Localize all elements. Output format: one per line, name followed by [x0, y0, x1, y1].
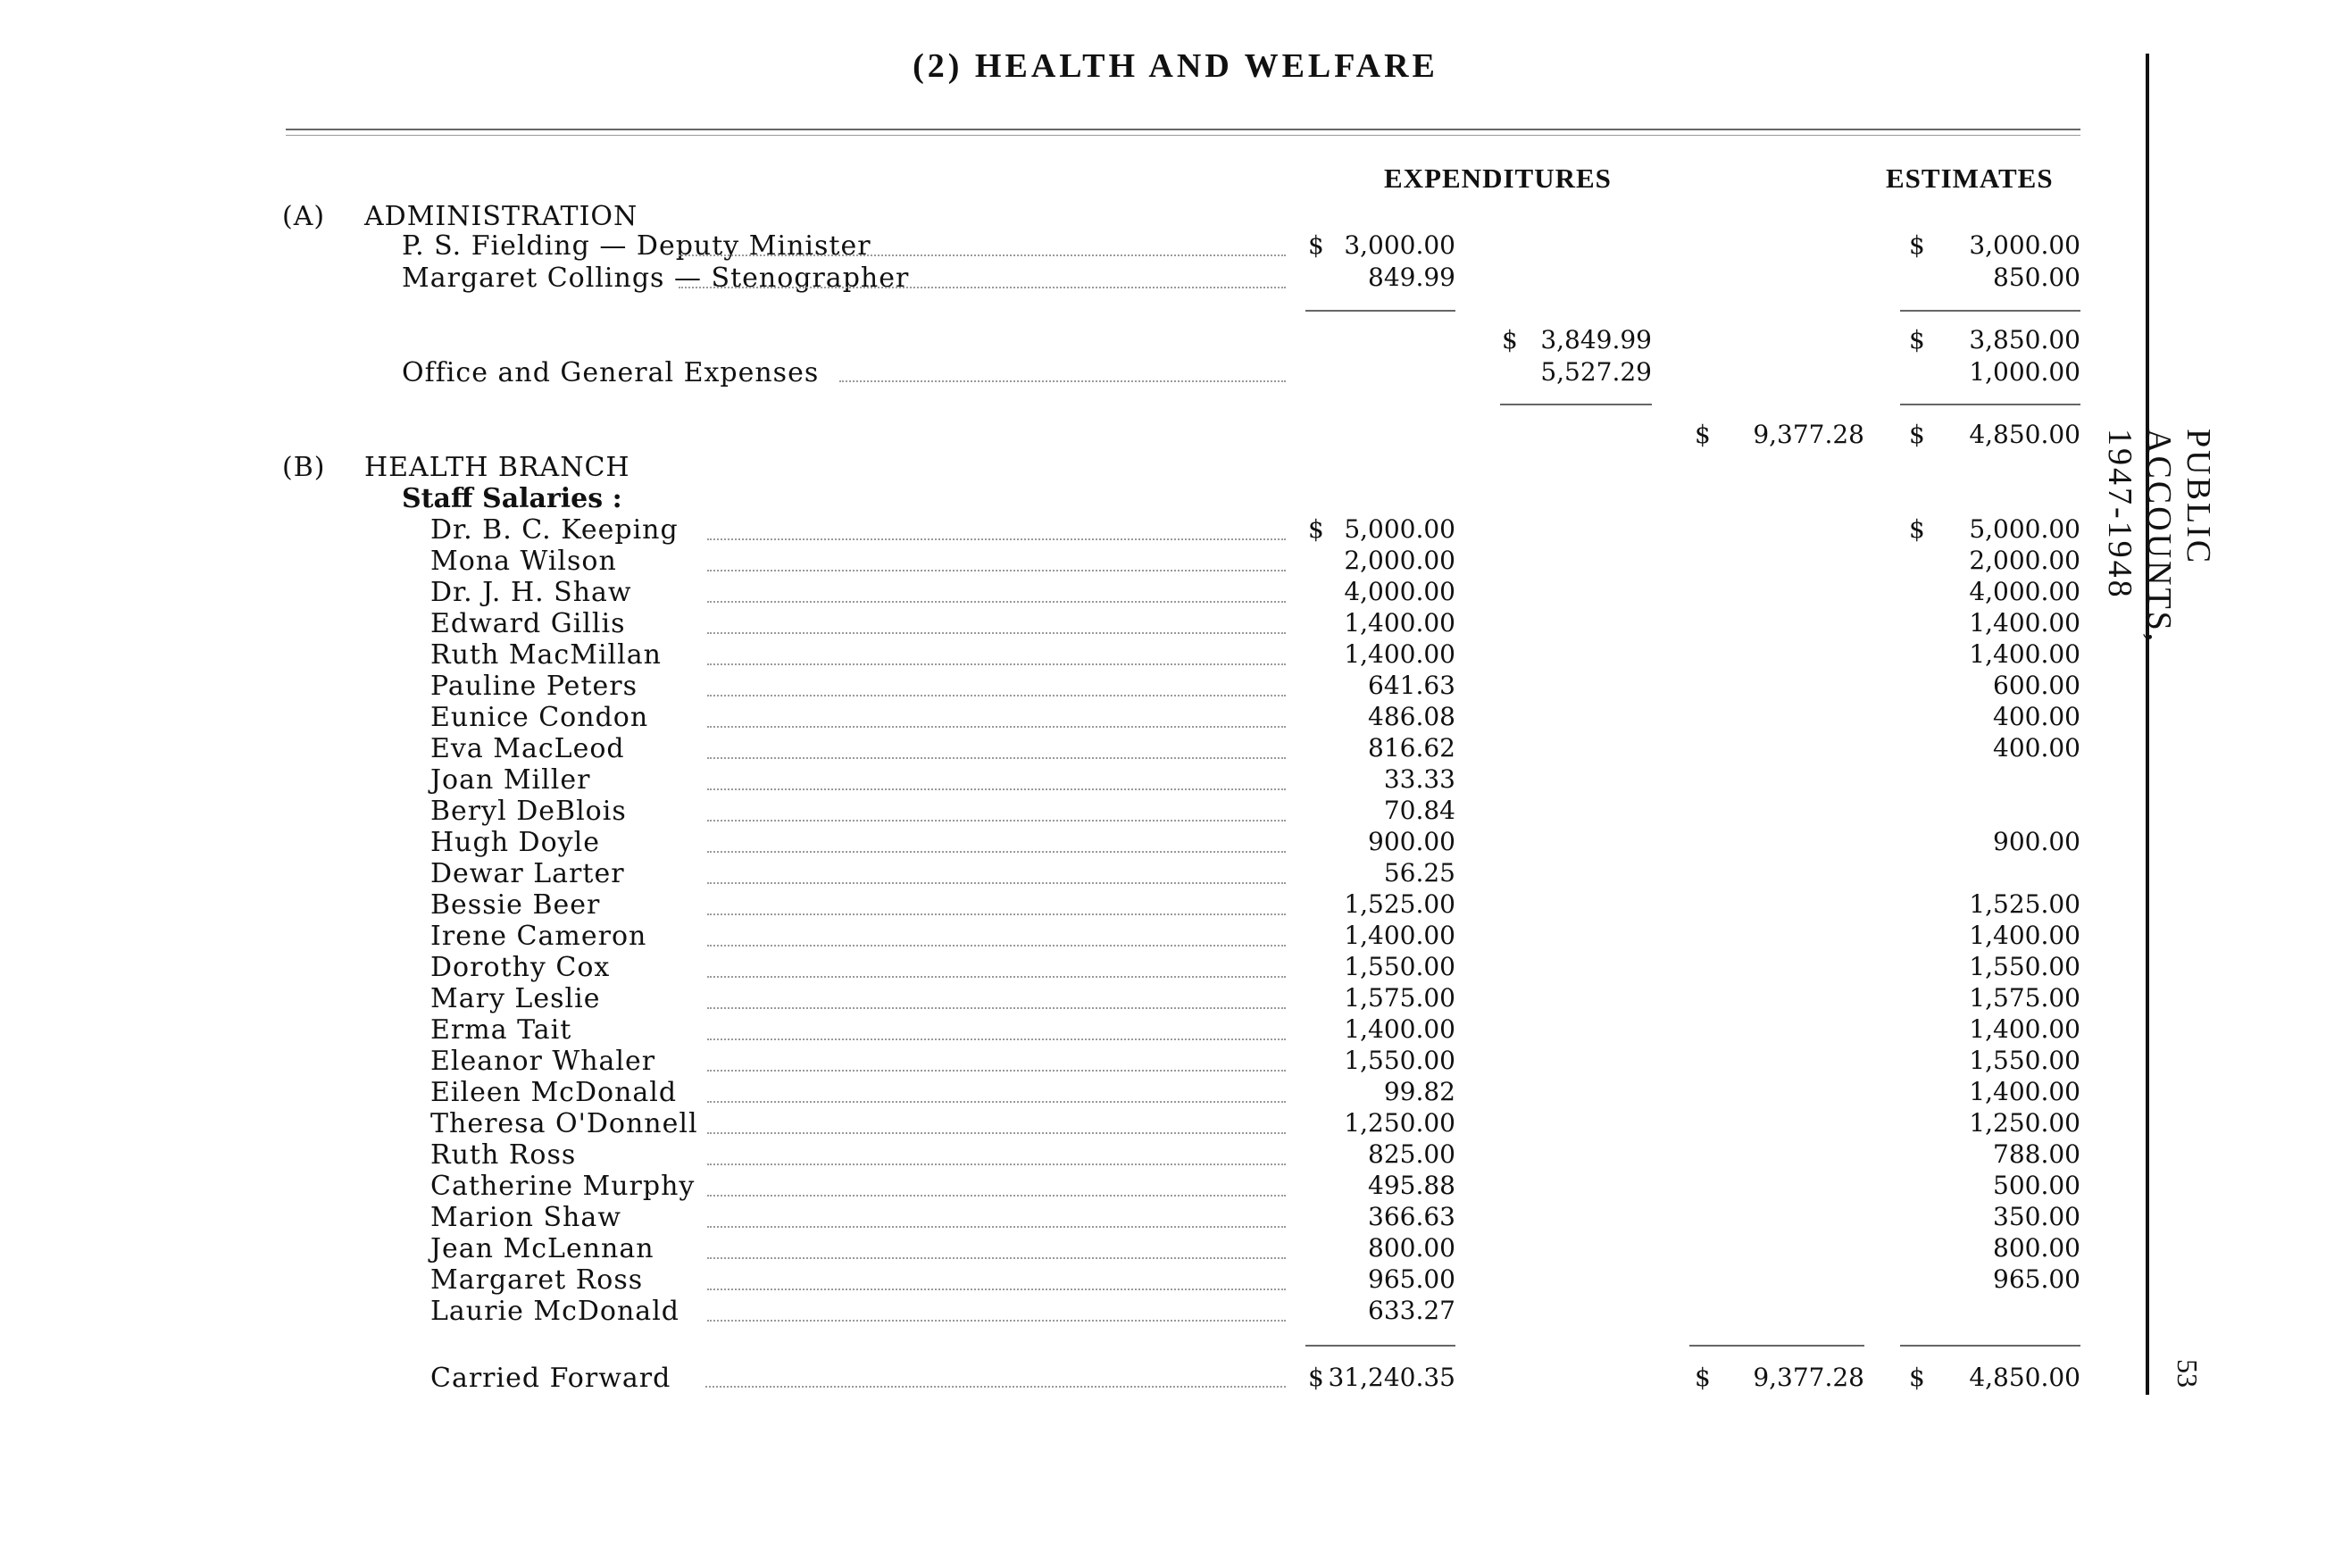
line-item-expenditure: 1,550.00 [1344, 1046, 1455, 1075]
line-item-expenditure: 2,000.00 [1344, 546, 1455, 575]
dot-leader [707, 1038, 1286, 1040]
est-rule-2 [1900, 404, 2080, 405]
line-item-name: Erma Tait [430, 1014, 572, 1046]
line-item-name: Dewar Larter [430, 858, 625, 889]
line-item-name: Ruth MacMillan [430, 639, 662, 671]
line-item-expenditure: 849.99 [1368, 263, 1455, 292]
est-rule-1 [1900, 310, 2080, 312]
line-item-name: Hugh Doyle [430, 827, 600, 858]
line-item-name: Pauline Peters [430, 671, 638, 702]
line-item-name: Dorothy Cox [430, 952, 611, 983]
carried-forward-label: Carried Forward [430, 1363, 671, 1394]
line-item-expenditure: 495.88 [1368, 1171, 1455, 1200]
dot-leader [707, 1163, 1286, 1165]
line-item-name: Irene Cameron [430, 921, 647, 952]
cf-rule-1 [1305, 1345, 1455, 1347]
dot-leader [707, 1257, 1286, 1259]
dot-leader [707, 788, 1286, 790]
cf-rule-2 [1689, 1345, 1864, 1347]
total-a-estimate: 4,850.00 [1969, 420, 2080, 449]
title-rule [286, 129, 2080, 130]
line-item-expenditure: 1,400.00 [1344, 1014, 1455, 1044]
line-item-name: Bessie Beer [430, 889, 601, 921]
line-item-name: Catherine Murphy [430, 1171, 696, 1202]
line-item-estimate: 5,000.00 [1969, 514, 2080, 544]
line-item-estimate: 1,400.00 [1969, 608, 2080, 638]
line-item-expenditure: 825.00 [1368, 1139, 1455, 1169]
line-item-name: Eunice Condon [430, 702, 649, 733]
page-title: (2) HEALTH AND WELFARE [913, 47, 1438, 85]
dot-leader [707, 976, 1286, 978]
line-item-name: Mary Leslie [430, 983, 601, 1014]
carried-forward-total: 9,377.28 [1753, 1363, 1864, 1392]
dot-leader [707, 945, 1286, 947]
line-item-name: P. S. Fielding — Deputy Minister [402, 230, 871, 262]
dot-leader [707, 663, 1286, 665]
line-item-expenditure: 1,525.00 [1344, 889, 1455, 919]
line-item-name: Edward Gillis [430, 608, 626, 639]
dot-leader [707, 1289, 1286, 1290]
line-item-expenditure: 965.00 [1368, 1264, 1455, 1294]
line-item-name: Eileen McDonald [430, 1077, 678, 1108]
dot-leader [707, 820, 1286, 822]
line-item-estimate: 965.00 [1993, 1264, 2080, 1294]
line-item-estimate: 4,000.00 [1969, 577, 2080, 606]
line-item-expenditure: 900.00 [1368, 827, 1455, 856]
line-item-name: Dr. B. C. Keeping [430, 514, 679, 546]
dot-leader [707, 570, 1286, 571]
office-expenditure: 5,527.29 [1540, 357, 1652, 387]
line-item-estimate: 900.00 [1993, 827, 2080, 856]
line-item-expenditure: 1,575.00 [1344, 983, 1455, 1013]
line-item-estimate: 788.00 [1993, 1139, 2080, 1169]
dot-leader [707, 1195, 1286, 1197]
expenditure-dollar: $ [1308, 230, 1324, 260]
dot-leader [707, 695, 1286, 696]
cf-dollar-3: $ [1909, 1363, 1925, 1392]
cf-dollar-1: $ [1308, 1363, 1324, 1392]
line-item-estimate: 3,000.00 [1969, 230, 2080, 260]
line-item-estimate: 500.00 [1993, 1171, 2080, 1200]
line-item-expenditure: 56.25 [1383, 858, 1455, 888]
line-item-estimate: 1,400.00 [1969, 921, 2080, 950]
line-item-estimate: 1,525.00 [1969, 889, 2080, 919]
dot-leader [679, 287, 1286, 288]
section-b-subheading: Staff Salaries : [402, 483, 622, 514]
line-item-name: Ruth Ross [430, 1139, 577, 1171]
dot-leader [707, 913, 1286, 915]
line-item-expenditure: 33.33 [1383, 764, 1455, 794]
line-item-expenditure: 366.63 [1368, 1202, 1455, 1231]
line-item-estimate: 1,250.00 [1969, 1108, 2080, 1138]
line-item-estimate: 1,400.00 [1969, 1077, 2080, 1106]
section-b-letter: (B) [282, 452, 326, 483]
estimates-header: ESTIMATES [1886, 163, 2054, 194]
dot-leader [707, 726, 1286, 728]
line-item-name: Laurie McDonald [430, 1296, 679, 1327]
line-item-expenditure: 1,250.00 [1344, 1108, 1455, 1138]
total-a-estimate-dollar: $ [1909, 420, 1925, 449]
line-item-name: Eleanor Whaler [430, 1046, 656, 1077]
dot-leader [707, 882, 1286, 884]
section-a-heading: ADMINISTRATION [364, 201, 638, 232]
carried-forward-expenditure: 31,240.35 [1328, 1363, 1455, 1392]
cf-rule-3 [1900, 1345, 2080, 1347]
line-item-name: Marion Shaw [430, 1202, 621, 1233]
line-item-expenditure: 633.27 [1368, 1296, 1455, 1325]
title-rule-2 [286, 135, 2080, 136]
line-item-name: Margaret Ross [430, 1264, 644, 1296]
estimate-dollar: $ [1909, 230, 1925, 260]
dot-leader [707, 601, 1286, 603]
line-item-name: Margaret Collings — Stenographer [402, 263, 910, 294]
estimate-dollar: $ [1909, 514, 1925, 544]
carried-forward-leader [705, 1386, 1286, 1388]
cf-dollar-2: $ [1695, 1363, 1711, 1392]
subtotal-estimate-dollar: $ [1909, 325, 1925, 354]
line-item-estimate: 350.00 [1993, 1202, 2080, 1231]
dot-leader [707, 538, 1286, 540]
line-item-expenditure: 1,400.00 [1344, 921, 1455, 950]
line-item-expenditure: 1,550.00 [1344, 952, 1455, 981]
dot-leader [707, 1070, 1286, 1072]
side-title: PUBLIC ACCOUNTS, 1947-1948 [2101, 429, 2217, 645]
line-item-expenditure: 816.62 [1368, 733, 1455, 763]
line-item-expenditure: 70.84 [1383, 796, 1455, 825]
line-item-name: Jean McLennan [430, 1233, 654, 1264]
line-item-expenditure: 4,000.00 [1344, 577, 1455, 606]
subtotal-dollar: $ [1502, 325, 1518, 354]
dot-leader [707, 1132, 1286, 1134]
line-item-expenditure: 3,000.00 [1344, 230, 1455, 260]
line-item-expenditure: 1,400.00 [1344, 608, 1455, 638]
line-item-name: Joan Miller [430, 764, 591, 796]
dot-leader [707, 851, 1286, 853]
page-number: 53 [2172, 1359, 2204, 1388]
dot-leader [707, 1320, 1286, 1322]
office-label: Office and General Expenses [402, 357, 820, 388]
line-item-estimate: 400.00 [1993, 733, 2080, 763]
dot-leader [707, 1007, 1286, 1009]
line-item-estimate: 1,400.00 [1969, 639, 2080, 669]
line-item-expenditure: 641.63 [1368, 671, 1455, 700]
section-b-heading: HEALTH BRANCH [364, 452, 630, 483]
carried-forward-estimate: 4,850.00 [1969, 1363, 2080, 1392]
margin-rule [2146, 54, 2149, 1395]
line-item-estimate: 1,400.00 [1969, 1014, 2080, 1044]
total-a-expenditure: 9,377.28 [1753, 420, 1864, 449]
line-item-expenditure: 1,400.00 [1344, 639, 1455, 669]
line-item-name: Dr. J. H. Shaw [430, 577, 632, 608]
line-item-estimate: 1,575.00 [1969, 983, 2080, 1013]
line-item-name: Theresa O'Donnell [430, 1108, 698, 1139]
line-item-name: Eva MacLeod [430, 733, 625, 764]
dot-leader [707, 1101, 1286, 1103]
line-item-expenditure: 99.82 [1383, 1077, 1455, 1106]
line-item-estimate: 850.00 [1993, 263, 2080, 292]
dot-leader [707, 757, 1286, 759]
line-item-name: Beryl DeBlois [430, 796, 627, 827]
line-item-expenditure: 5,000.00 [1344, 514, 1455, 544]
line-item-estimate: 1,550.00 [1969, 952, 2080, 981]
line-item-estimate: 400.00 [1993, 702, 2080, 731]
line-item-expenditure: 800.00 [1368, 1233, 1455, 1263]
line-item-estimate: 2,000.00 [1969, 546, 2080, 575]
subtotal-expenditure: 3,849.99 [1540, 325, 1652, 354]
dot-leader [707, 632, 1286, 634]
section-a-letter: (A) [282, 201, 326, 232]
subtotal-estimate: 3,850.00 [1969, 325, 2080, 354]
line-item-estimate: 600.00 [1993, 671, 2080, 700]
dot-leader [707, 1226, 1286, 1228]
expenditures-header: EXPENDITURES [1384, 163, 1612, 194]
sub-rule-1 [1305, 310, 1455, 312]
office-leader [839, 380, 1286, 382]
sub-rule-2 [1500, 404, 1652, 405]
office-estimate: 1,000.00 [1969, 357, 2080, 387]
expenditure-dollar: $ [1308, 514, 1324, 544]
line-item-estimate: 1,550.00 [1969, 1046, 2080, 1075]
total-a-dollar: $ [1695, 420, 1711, 449]
line-item-expenditure: 486.08 [1368, 702, 1455, 731]
dot-leader [679, 254, 1286, 256]
line-item-estimate: 800.00 [1993, 1233, 2080, 1263]
line-item-name: Mona Wilson [430, 546, 617, 577]
